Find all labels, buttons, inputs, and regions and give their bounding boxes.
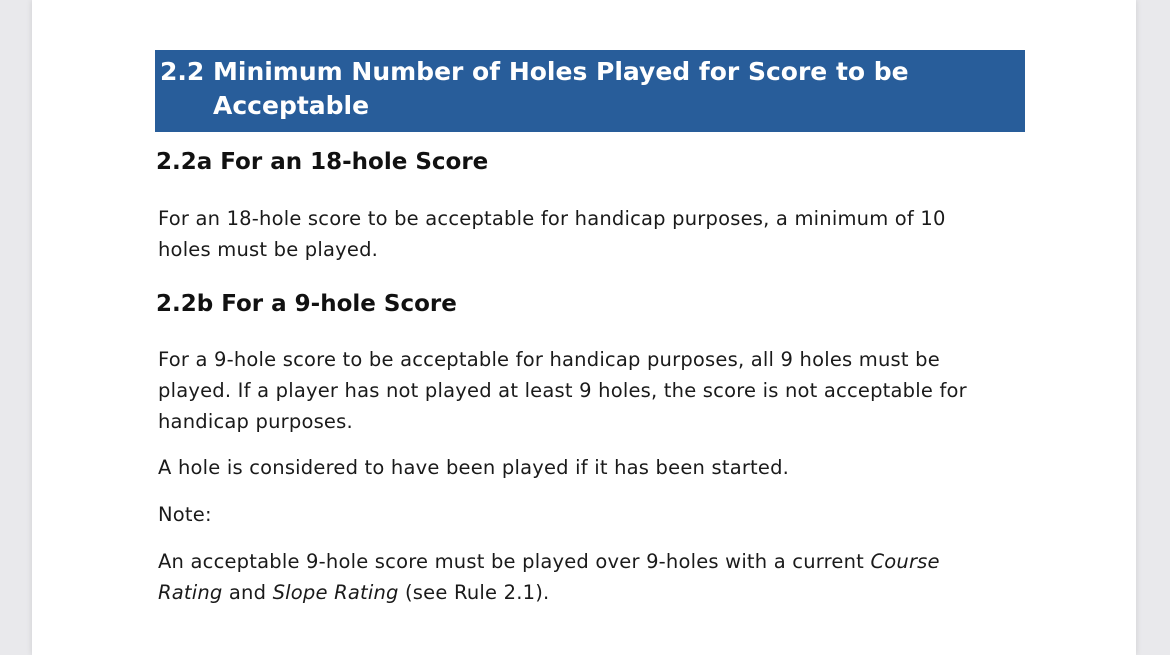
- paragraph-2-2a: [158, 203, 1008, 265]
- paragraph-line: played. If a player has not played at least 9 holes, the score is not acceptable for: [158, 379, 967, 402]
- subheading-2-2a: 2.2a For an 18-hole Score: [156, 149, 489, 175]
- term-course-rating-cont: Rating: [158, 581, 223, 604]
- paragraph-2-2b-rule: [158, 344, 1008, 437]
- term-course-rating: Course: [870, 550, 940, 573]
- note-text: and: [222, 581, 273, 604]
- paragraph-line: A hole is considered to have been played if it has been started.: [158, 456, 790, 479]
- note-label: [158, 499, 1008, 530]
- document-page: [32, 0, 1136, 655]
- paragraph-line: [158, 546, 1008, 577]
- section-heading-2-2: [155, 50, 1025, 132]
- term-slope-rating: Slope Rating: [272, 581, 399, 604]
- paragraph-hole-played: [158, 452, 1008, 483]
- paragraph-line: For a 9-hole score to be acceptable for handicap purposes, all 9 holes must be: [158, 348, 940, 371]
- note-label-text: Note:: [158, 503, 212, 526]
- paragraph-line: holes must be played.: [158, 238, 379, 261]
- section-title-line-2: Acceptable: [213, 91, 370, 120]
- paragraph-note: [158, 546, 1008, 608]
- section-title-line-1: 2.2 Minimum Number of Holes Played for Score to be: [160, 57, 909, 86]
- paragraph-line: [158, 577, 1008, 608]
- paragraph-line: handicap purposes.: [158, 410, 353, 433]
- paragraph-line: For an 18-hole score to be acceptable for handicap purposes, a minimum of 10: [158, 207, 946, 230]
- subheading-2-2b: 2.2b For a 9-hole Score: [156, 291, 457, 317]
- rule-reference: (see Rule 2.1).: [398, 581, 550, 604]
- note-text: An acceptable 9-hole score must be played over 9-holes with a current: [158, 550, 871, 573]
